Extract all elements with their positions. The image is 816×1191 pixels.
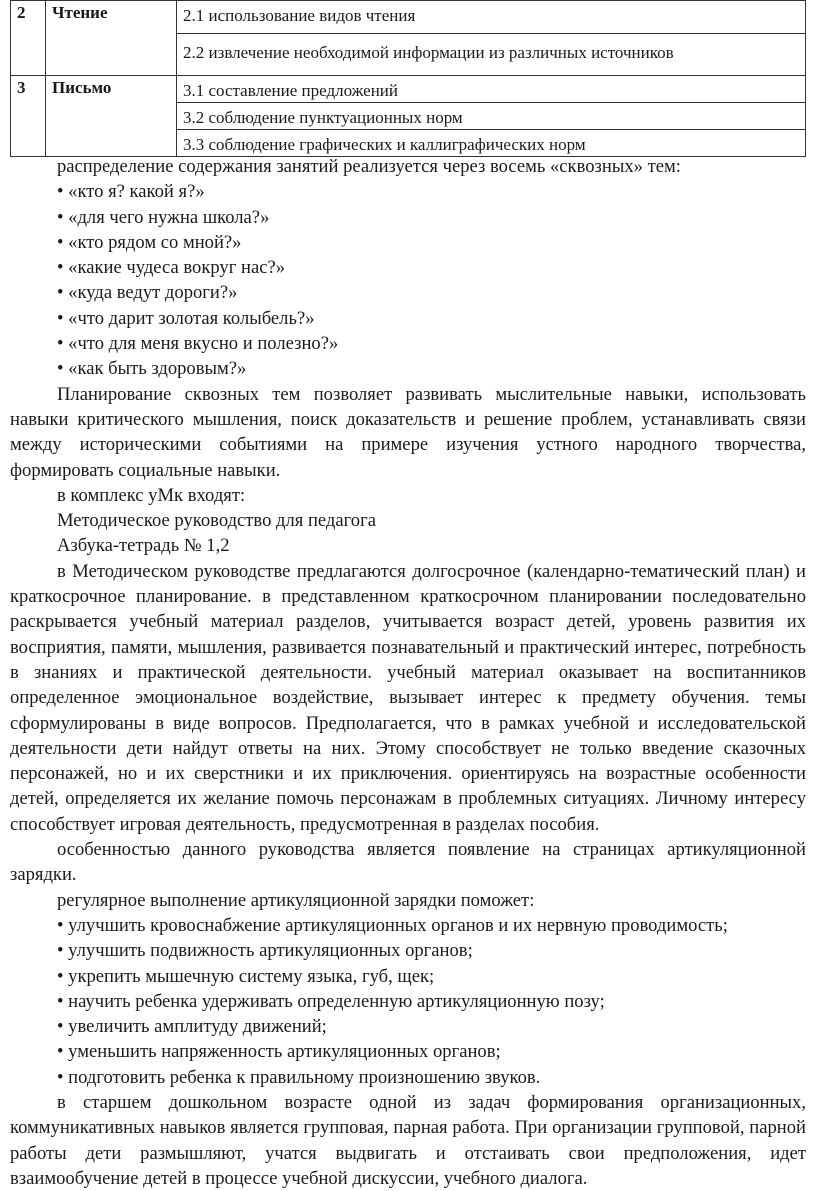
list-item: • «как быть здоровым?»	[10, 356, 806, 381]
methodology-paragraph: в Методическом руководстве предлагаются долгосрочное (календарно-тематический план) и краткосрочное планирование. в представленном краткосрочном планировании последовательно раскрывается учебный материал разделов, учитывается возраст детей, уровень развития их восприятия, памяти, мышления, развивается познавательный и практический интерес, потребность в знаниях и практической деятельности. учебный материал оказывает на воспитанников определенное эмоциональное воздействие, вызывает интерес к предмету обучения. темы сформулированы в виде вопросов. Предполагается, что в рамках учебной и исследовательской деятельности дети найдут ответы на них. Этому способствует не только введение сказочных персонажей, но и их сверстники и их приключения. ориентируясь на возрастные особенности детей, определяется их желание помочь персонажам в проблемных ситуациях. Личному интересу способствует игровая деятельность, предусмотренная в разделах пособия.	[10, 560, 806, 835]
list-item: • «кто рядом со мной?»	[10, 230, 806, 255]
row-number: 2	[11, 1, 46, 76]
section-name: Чтение	[46, 1, 177, 76]
list-item: • укрепить мышечную систему языка, губ, щек;	[10, 964, 806, 989]
row-number: 3	[11, 76, 46, 157]
section-name: Письмо	[46, 76, 177, 157]
body-text	[10, 154, 806, 1191]
list-item: • «для чего нужна школа?»	[10, 205, 806, 230]
list-item: • улучшить подвижность артикуляционных органов;	[10, 938, 806, 963]
table-row	[11, 76, 806, 103]
table-row	[11, 1, 806, 34]
group-work-paragraph: в старшем дошкольном возрасте одной из задач формирования организационных, коммуникативных навыков является групповая, парная работа. При организации групповой, парной работы дети размышляют, учатся выдвигать и отстаивать свои предположения, идет взаимообучение детей в процессе учебной дискуссии, учебного диалога.	[10, 1091, 806, 1189]
table-cell: 2.1 использование видов чтения	[177, 1, 806, 34]
table-cell: 2.2 извлечение необходимой информации из различных источников	[177, 34, 806, 76]
list-item: • «что для меня вкусно и полезно?»	[10, 331, 806, 356]
umk-intro: в комплекс уМк входят:	[57, 484, 246, 506]
list-item: • уменьшить напряженность артикуляционных органов;	[10, 1039, 806, 1064]
skills-table	[10, 0, 806, 157]
table-cell: 3.2 соблюдение пунктуационных норм	[177, 103, 806, 130]
planning-paragraph: Планирование сквозных тем позволяет развивать мыслительные навыки, использовать навыки критического мышления, поиск доказательств и решение проблем, устанавливать связи между историческими событиями на примере изучения устного народного творчества, формировать социальные навыки.	[10, 383, 806, 481]
list-item: • увеличить амплитуду движений;	[10, 1014, 806, 1039]
list-item: • улучшить кровоснабжение артикуляционных органов и их нервную проводимость;	[10, 913, 806, 938]
list-item: • «какие чудеса вокруг нас?»	[10, 255, 806, 280]
exercise-intro: регулярное выполнение артикуляционной зарядки поможет:	[57, 889, 535, 911]
feature-paragraph: особенностью данного руководства является появление на страницах артикуляционной зарядки.	[10, 839, 806, 886]
umk-item: Азбука-тетрадь № 1,2	[57, 535, 230, 557]
list-item: • научить ребенка удерживать определенную артикуляционную позу;	[10, 989, 806, 1014]
table-cell: 3.3 соблюдение графических и каллиграфических норм	[177, 130, 806, 157]
list-item: • «что дарит золотая колыбель?»	[10, 306, 806, 331]
umk-item: Методическое руководство для педагога	[57, 510, 376, 532]
table-cell: 3.1 составление предложений	[177, 76, 806, 103]
topics-intro: распределение содержания занятий реализуется через восемь «сквозных» тем:	[57, 156, 681, 177]
list-item: • подготовить ребенка к правильному произношению звуков.	[10, 1065, 806, 1090]
list-item: • «кто я? какой я?»	[10, 179, 806, 204]
list-item: • «куда ведут дороги?»	[10, 280, 806, 305]
